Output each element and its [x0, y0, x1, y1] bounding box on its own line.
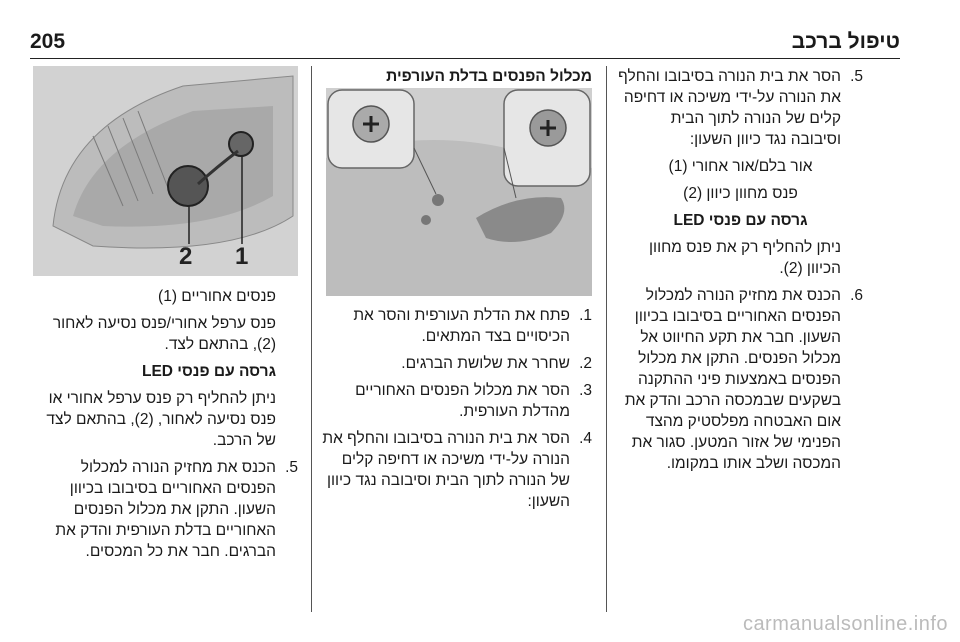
list-item	[322, 380, 592, 422]
left-column	[33, 286, 298, 568]
item-number: 3.	[579, 382, 592, 399]
watermark: carmanualsonline.info	[742, 613, 948, 635]
list-item	[618, 285, 863, 474]
bulb-label-rear: פנסים אחוריים (1)	[158, 288, 276, 305]
led-text: ניתן להחליף רק את פנס מחוון הכיוון (2).	[649, 239, 841, 277]
led-text: ניתן להחליף רק פנס ערפל אחורי או פנס נסיעה לאחור, (2), בהתאם לצד של הרכב.	[46, 390, 276, 449]
item-text: הסר את מכלול הפנסים האחוריים מהדלת העורפית.	[355, 382, 570, 420]
item-number: 4.	[579, 430, 592, 447]
bulb-label-brake: אור בלם/אור אחורי (1)	[668, 158, 813, 175]
list-item	[33, 457, 298, 562]
item-text: הסר את בית הנורה בסיבובו והחלף את הנורה על-ידי משיכה או דחיפה קלים של הנורה לתוך הבית וסיבובה נגד כיוון השעון:	[618, 68, 841, 148]
tailgate-lamp-photo	[326, 88, 592, 296]
tailgate-lamp-illustration	[326, 88, 592, 296]
list-item	[322, 353, 592, 374]
item-number: 5.	[850, 68, 863, 85]
list-item	[322, 428, 592, 512]
item-text: הכנס את מחזיק הנורה למכלול הפנסים האחוריים בסיבובו בכיוון השעון. התקן את מכלול הפנסים האחוריים בדלת העורפית והדק את הברגים. חבר את כל המכסים.	[55, 459, 276, 560]
item-number: 2.	[579, 355, 592, 372]
right-column	[618, 66, 863, 480]
led-heading: גרסה עם פנסי LED	[673, 212, 808, 229]
item-text: הכנס את מחזיק הנורה למכלול הפנסים האחוריים בסיבובו בכיוון השעון. חבר את תקע החיווט אל מכלול הפנסים. התקן את מכלול הפנסים באמצעות פיני ההתקנה בשקעים שבמכסה הרכב והדק את אום האבטחה מפלסטיק מהצד הפנימי של אזור המטען. סגור את המכסה ושלב אותו במקומו.	[624, 287, 841, 472]
bulb-holder-photo	[33, 66, 298, 276]
item-number: 6.	[850, 287, 863, 304]
middle-column-steps	[322, 305, 592, 518]
item-number: 1.	[579, 307, 592, 324]
page-header	[30, 30, 900, 52]
column-divider-right	[606, 66, 607, 612]
callout-2: 2	[179, 243, 193, 270]
page-title: טיפול ברכב	[791, 30, 900, 53]
list-item	[322, 305, 592, 347]
item-text: הסר את בית הנורה בסיבובו והחלף את הנורה על-ידי משיכה או דחיפה קלים של הנורה לתוך הבית וסיבובה נגד כיוון השעון:	[322, 430, 570, 510]
item-text: שחרר את שלושת הברגים.	[401, 355, 570, 372]
list-item	[618, 66, 863, 150]
bulb-holder-illustration	[33, 66, 298, 276]
item-number: 5.	[285, 459, 298, 476]
callout-1: 1	[235, 243, 249, 270]
page-number: 205	[30, 30, 66, 53]
led-heading: גרסה עם פנסי LED	[142, 363, 276, 380]
item-text: פתח את הדלת העורפית והסר את הכיסויים בצד המתאים.	[353, 307, 570, 345]
header-rule	[30, 58, 900, 59]
column-divider-left	[311, 66, 312, 612]
bulb-label-indicator: פנס מחוון כיוון (2)	[683, 185, 798, 202]
section-heading: מכלול הפנסים בדלת העורפית	[386, 68, 592, 85]
bulb-label-fog: פנס ערפל אחורי/פנס נסיעה לאחור (2), בהתאם לצד.	[52, 315, 276, 353]
